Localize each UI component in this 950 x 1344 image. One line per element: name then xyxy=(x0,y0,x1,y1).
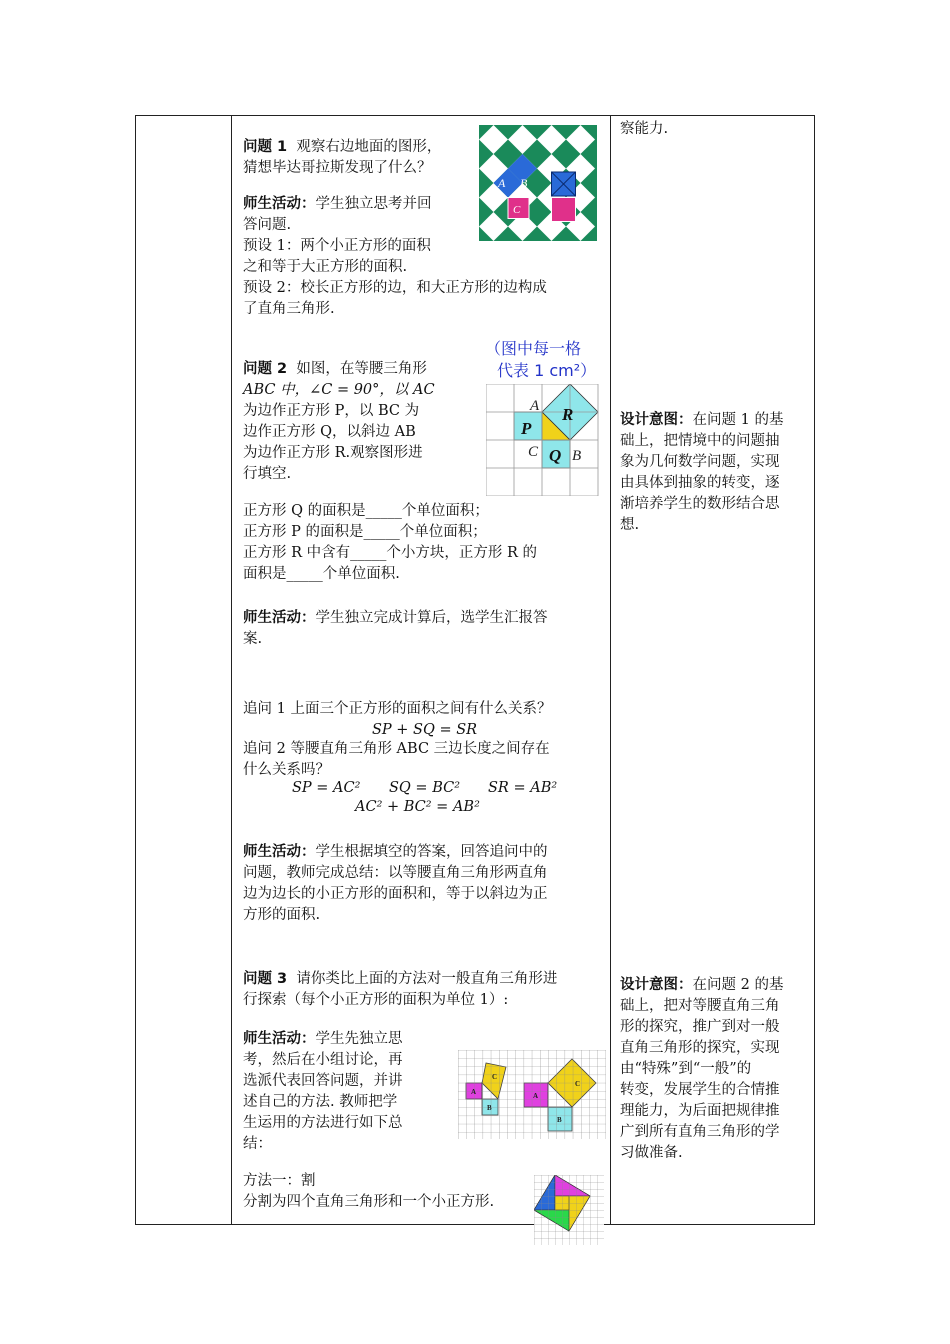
q2-activity-line2: 案. xyxy=(243,631,263,647)
q2-activity2-line2: 问题，教师完成总结：以等腰直角三角形两直角 xyxy=(243,865,548,881)
fill-blank-r-area: 面积是_____个单位面积. xyxy=(243,566,400,582)
column-divider-2 xyxy=(610,115,611,1225)
equation-sq: SQ = BC² xyxy=(389,780,461,796)
q3-activity-line1: 师生活动：学生先独立思 xyxy=(243,1031,403,1047)
q1-preset1-line1: 预设 1：两个小正方形的面积 xyxy=(243,238,431,254)
q2-text-line4: 边作正方形 Q，以斜边 AB xyxy=(243,424,416,440)
fig2-label-p: P xyxy=(521,419,532,438)
design2-line7: 理能力，为后面把规律推 xyxy=(620,1103,780,1119)
q2-text-line6: 行填空. xyxy=(243,466,292,482)
design-continuation: 察能力. xyxy=(620,121,669,137)
q3-activity-line5: 生运用的方法进行如下总 xyxy=(243,1115,403,1131)
q1-preset2-line2: 了直角三角形. xyxy=(243,301,335,317)
fig1-label-c: C xyxy=(513,204,521,216)
fig3-right-label-b: B xyxy=(557,1116,562,1124)
q1-text-line2: 猜想毕达哥拉斯发现了什么？ xyxy=(243,160,432,176)
fill-blank-p: 正方形 P 的面积是_____个单位面积； xyxy=(243,524,487,540)
design1-line6: 想. xyxy=(620,517,640,533)
fig2-label-b: B xyxy=(572,448,582,464)
fig3-right-label-c: C xyxy=(575,1080,581,1088)
q1-activity-line1: 师生活动：学生独立思考并回 xyxy=(243,196,432,212)
big-square-lower xyxy=(552,198,576,222)
follow-up-2-line1: 追问 2 等腰直角三角形 ABC 三边长度之间存在 xyxy=(243,741,550,757)
design2-line6: 转变，发展学生的合情推 xyxy=(620,1082,780,1098)
floor-tile-figure xyxy=(479,125,597,241)
fig2-label-q: Q xyxy=(549,446,562,465)
isosceles-squares-figure xyxy=(486,384,600,496)
table-border-top xyxy=(135,115,815,116)
design2-line3: 形的探究，推广到对一般 xyxy=(620,1019,780,1035)
q1-preset2-line1: 预设 2：校长正方形的边，和大正方形的边构成 xyxy=(243,280,547,296)
follow-up-2-line2: 什么关系吗？ xyxy=(243,762,330,778)
q3-text-line2: 行探索（每个小正方形的面积为单位 1）: xyxy=(243,992,509,1008)
follow-up-1: 追问 1 上面三个正方形的面积之间有什么关系？ xyxy=(243,701,552,717)
q3-activity-line4: 述自己的方法. 教师把学 xyxy=(243,1094,398,1110)
q2-activity2-line3: 边为边长的小正方形的面积和，等于以斜边为正 xyxy=(243,886,548,902)
fig2-label-c: C xyxy=(528,444,539,460)
q2-activity2-line1: 师生活动：学生根据填空的答案，回答追问中的 xyxy=(243,844,548,860)
q1-title: 问题 1 xyxy=(243,139,288,155)
q2-text-line5: 为边作正方形 R.观察图形进 xyxy=(243,445,423,461)
design2-line4: 直角三角形的探究，实现 xyxy=(620,1040,780,1056)
column-divider-1 xyxy=(231,115,232,1225)
fig1-label-b: B xyxy=(520,176,528,190)
fill-blank-r-count: 正方形 R 中含有_____个小方块，正方形 R 的 xyxy=(243,545,538,561)
q2-text-line2: ABC 中，∠C = 90°，以 AC xyxy=(243,382,435,398)
q3-activity-line6: 结： xyxy=(243,1136,272,1152)
equation-sr: SR = AB² xyxy=(488,780,558,796)
table-border-left xyxy=(135,115,136,1225)
design1-line1: 设计意图：在问题 1 的基 xyxy=(620,412,784,428)
fig3-right-label-a: A xyxy=(533,1092,539,1100)
grid-caption-line1: （图中每一格 xyxy=(485,339,582,358)
design2-line5: 由“特殊”到“一般”的 xyxy=(620,1061,752,1077)
method1-description: 分割为四个直角三角形和一个小正方形. xyxy=(243,1194,495,1210)
design2-line8: 广到所有直角三角形的学 xyxy=(620,1124,780,1140)
design2-line2: 础上，把对等腰直角三角 xyxy=(620,998,780,1014)
equation-area-sum: SP + SQ = SR xyxy=(372,722,478,738)
design1-line4: 由具体到抽象的转变，逐 xyxy=(620,475,780,491)
fig2-label-a: A xyxy=(530,398,540,414)
q2-activity-line1: 师生活动：学生独立完成计算后，选学生汇报答 xyxy=(243,610,548,626)
design2-line9: 习做准备. xyxy=(620,1145,683,1161)
q3-activity-line3: 选派代表回答问题，并讲 xyxy=(243,1073,403,1089)
general-triangle-grid-figure xyxy=(458,1050,606,1139)
q1-text-line1: 问题 1 观察右边地面的图形， xyxy=(243,139,442,155)
q2-activity2-line4: 方形的面积. xyxy=(243,907,321,923)
q1-activity-line2: 答问题. xyxy=(243,217,292,233)
q3-title: 问题 3 xyxy=(243,971,288,987)
table-border-right xyxy=(814,115,815,1225)
fig2-label-r: R xyxy=(562,405,574,424)
q2-text-line3: 为边作正方形 P，以 BC 为 xyxy=(243,403,420,419)
fig1-label-a: A xyxy=(498,176,506,190)
design2-line1: 设计意图：在问题 2 的基 xyxy=(620,977,784,993)
q3-text-line1: 问题 3 请你类比上面的方法对一般直角三角形进 xyxy=(243,971,558,987)
q3-activity-line2: 考，然后在小组讨论，再 xyxy=(243,1052,403,1068)
q2-text-line1: 问题 2 如图，在等腰三角形 xyxy=(243,361,427,377)
dissection-figure xyxy=(534,1175,604,1245)
q2-title: 问题 2 xyxy=(243,361,288,377)
table-border-bottom xyxy=(135,1224,815,1225)
equation-pythagoras: AC² + BC² = AB² xyxy=(355,799,480,815)
equation-sp: SP = AC² xyxy=(292,780,361,796)
q1-preset1-line2: 之和等于大正方形的面积. xyxy=(243,259,408,275)
design1-line2: 础上，把情境中的问题抽 xyxy=(620,433,780,449)
design1-line5: 渐培养学生的数形结合思 xyxy=(620,496,780,512)
fig3-left-label-a: A xyxy=(471,1088,477,1096)
fig3-left-label-c: C xyxy=(492,1073,498,1081)
design1-line3: 象为几何数学问题，实现 xyxy=(620,454,780,470)
method1-title: 方法一：割 xyxy=(243,1173,316,1189)
grid-caption-line2: 代表 1 cm²） xyxy=(497,361,597,380)
fill-blank-q: 正方形 Q 的面积是_____个单位面积； xyxy=(243,503,489,519)
fig3-left-label-b: B xyxy=(487,1104,492,1112)
